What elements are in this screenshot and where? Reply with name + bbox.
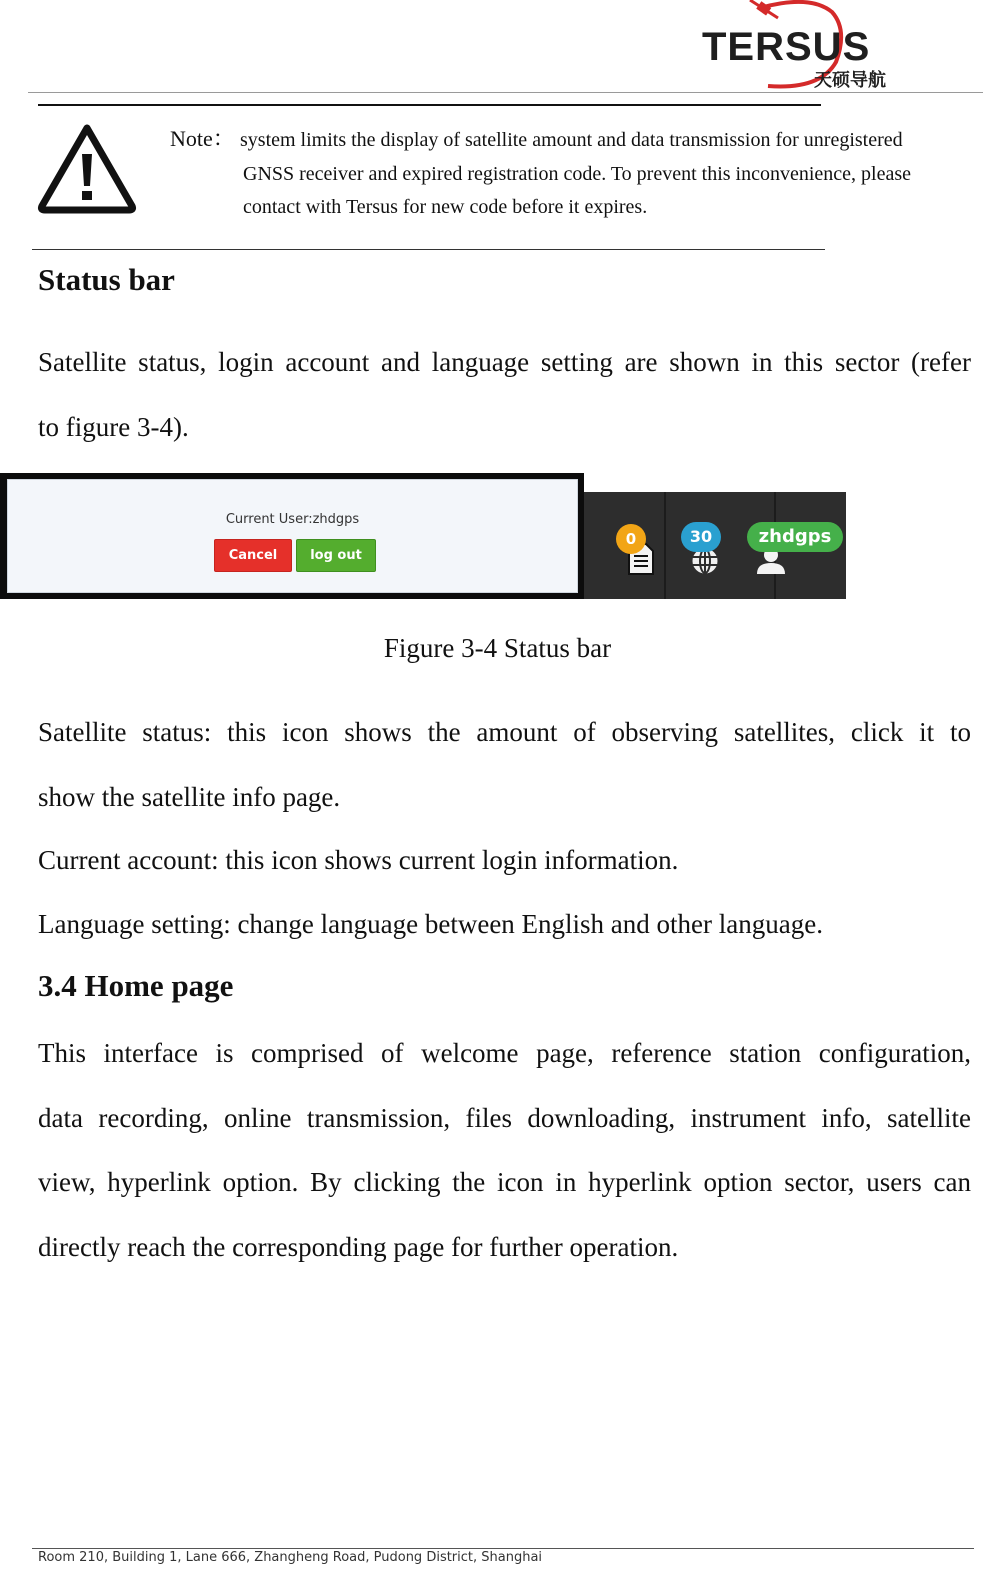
language-count-badge: 30	[681, 522, 721, 552]
satellite-status-paragraph	[38, 700, 971, 829]
section-heading: Status bar	[38, 262, 175, 297]
section-heading: 3.4 Home page	[38, 968, 234, 1003]
header-divider	[28, 92, 983, 93]
text-line: to figure 3-4).	[38, 411, 189, 442]
status-bar-figure	[584, 492, 846, 599]
note-line: system limits the display of satellite amount and data transmission for unregistered	[240, 129, 903, 151]
note-top-divider	[38, 104, 821, 106]
status-intro-paragraph	[38, 330, 971, 459]
text-line: data recording, online transmission, files downloading, instrument info, satellite	[38, 1102, 971, 1133]
note-text	[240, 124, 975, 225]
text-line: This interface is comprised of welcome page, reference station configuration,	[38, 1038, 971, 1068]
user-name-badge: zhdgps	[747, 522, 843, 552]
login-dialog	[7, 479, 578, 593]
note-line: GNSS receiver and expired registration code. To prevent this inconvenience, please	[243, 162, 911, 185]
text-line: Satellite status: this icon shows the amount of observing satellites, click it to	[38, 717, 971, 747]
language-setting-paragraph: Language setting: change language between English and other language.	[38, 909, 823, 939]
satellite-count-badge: 0	[616, 524, 646, 554]
warning-icon	[36, 122, 138, 214]
svg-text:TERSUS: TERSUS	[702, 25, 871, 69]
logout-button[interactable]: log out	[296, 539, 376, 572]
home-page-paragraph	[38, 1021, 971, 1279]
current-account-paragraph: Current account: this icon shows current login information.	[38, 845, 679, 875]
current-user-label: Current User:zhdgps	[225, 512, 360, 527]
footer-divider	[32, 1548, 974, 1549]
cancel-button[interactable]: Cancel	[214, 539, 292, 572]
note-line: contact with Tersus for new code before it expires.	[243, 196, 648, 218]
svg-text:天硕导航: 天硕导航	[814, 70, 886, 91]
text-line: show the satellite info page.	[38, 781, 341, 812]
note-bottom-divider	[32, 249, 825, 250]
tersus-logo	[700, 0, 900, 96]
login-dialog-figure	[0, 473, 584, 599]
figure-caption: Figure 3-4 Status bar	[383, 633, 612, 663]
note-label: Note：	[170, 126, 235, 151]
text-line: directly reach the corresponding page for further operation.	[38, 1231, 679, 1262]
status-bar-separator	[664, 492, 666, 599]
text-line: Satellite status, login account and language setting are shown in this sector (refer	[38, 347, 971, 377]
text-line: view, hyperlink option. By clicking the icon in hyperlink option sector, users can	[38, 1167, 971, 1197]
footer-address: Room 210, Building 1, Lane 666, Zhangheng Road, Pudong District, Shanghai	[38, 1550, 543, 1565]
